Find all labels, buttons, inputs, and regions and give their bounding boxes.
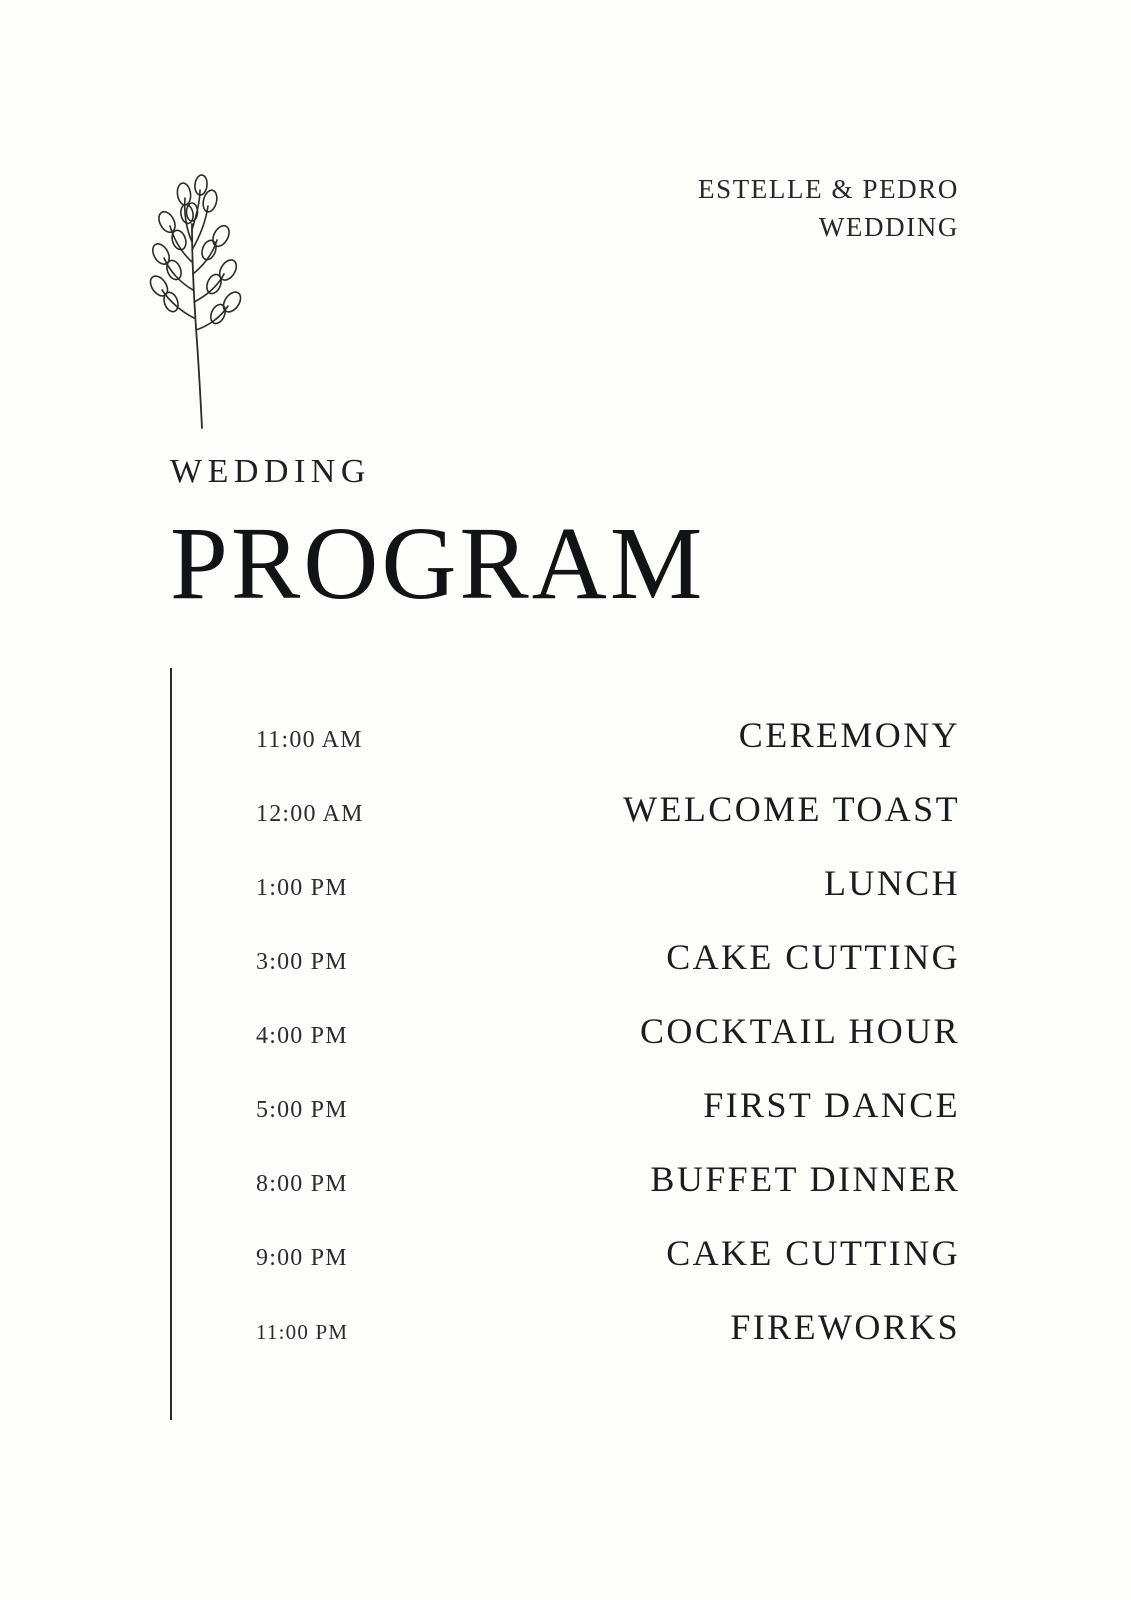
title-eyebrow: WEDDING [170,453,371,490]
schedule-event: BUFFET DINNER [650,1159,960,1199]
schedule-section [170,668,960,1420]
schedule-event: LUNCH [824,863,960,903]
schedule-time: 4:00 PM [256,1023,348,1049]
couple-names-line-2: WEDDING [818,212,959,243]
schedule-event: CAKE CUTTING [666,937,960,977]
schedule-time: 3:00 PM [256,949,348,975]
schedule-row [256,862,960,936]
botanical-sprig-icon [140,150,270,430]
schedule-row [256,1084,960,1158]
schedule-list [172,668,960,1380]
schedule-row [256,1158,960,1232]
schedule-event: CAKE CUTTING [666,1233,960,1273]
couple-names-line-1: ESTELLE & PEDRO [698,174,959,204]
schedule-event: FIRST DANCE [703,1085,960,1125]
schedule-row [256,1010,960,1084]
schedule-time: 12:00 AM [256,801,364,827]
schedule-row [256,788,960,862]
schedule-row [256,936,960,1010]
schedule-time: 1:00 PM [256,875,348,901]
header [0,150,1131,440]
schedule-row [256,714,960,788]
schedule-event: COCKTAIL HOUR [640,1011,960,1051]
schedule-time: 5:00 PM [256,1097,348,1123]
schedule-event: WELCOME TOAST [623,789,960,829]
couple-names [698,170,959,247]
schedule-row [256,1306,960,1380]
schedule-row [256,1232,960,1306]
schedule-time: 8:00 PM [256,1171,348,1197]
schedule-time: 9:00 PM [256,1245,348,1271]
schedule-event: FIREWORKS [730,1307,960,1347]
schedule-time: 11:00 AM [256,727,363,753]
title-main: PROGRAM [170,506,706,621]
schedule-time: 11:00 PM [256,1320,349,1344]
schedule-event: CEREMONY [738,715,960,755]
page-title [170,453,706,621]
